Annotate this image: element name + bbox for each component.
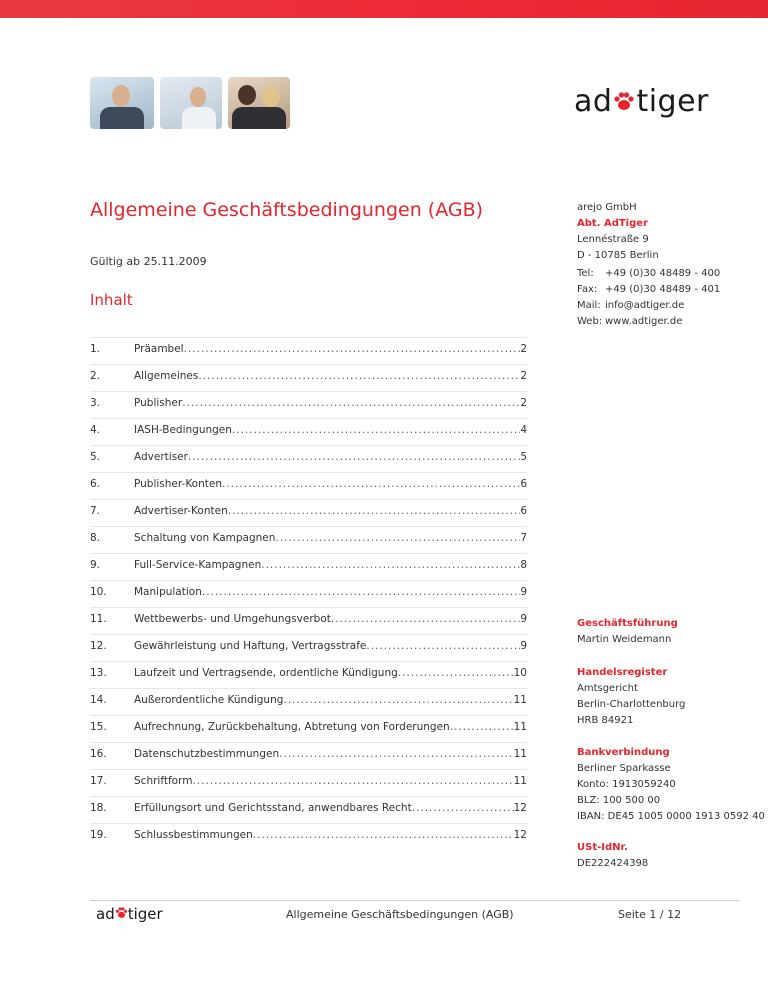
toc-leader-dots	[366, 640, 520, 652]
toc-leader-dots	[279, 748, 514, 760]
toc-leader-dots	[182, 397, 520, 409]
toc-number: 6.	[90, 478, 101, 490]
valid-from: Gültig ab 25.11.2009	[90, 255, 207, 268]
toc-number: 7.	[90, 505, 101, 517]
toc-page: 9	[520, 640, 527, 652]
tel-value: +49 (0)30 48489 - 400	[605, 268, 721, 279]
toc-label: IASH-Bedingungen	[134, 424, 232, 436]
toc-page: 7	[520, 532, 527, 544]
toc-number: 4.	[90, 424, 101, 436]
register-block	[577, 665, 685, 729]
toc-page: 11	[513, 775, 527, 787]
toc-entry[interactable]	[90, 418, 527, 445]
register-line: Amtsgericht	[577, 683, 638, 694]
toc-page: 12	[513, 829, 527, 841]
toc-number: 12.	[90, 640, 107, 652]
register-heading: Handelsregister	[577, 667, 668, 678]
toc-entry[interactable]	[90, 445, 527, 472]
company-city: D - 10785 Berlin	[577, 250, 659, 261]
bank-account: Konto: 1913059240	[577, 779, 676, 790]
toc-label: Außerordentliche Kündigung	[134, 694, 284, 706]
document-title: Allgemeine Geschäftsbedingungen (AGB)	[90, 199, 484, 221]
table-of-contents	[90, 337, 527, 850]
toc-number: 1.	[90, 343, 101, 355]
header-photo-colleagues	[228, 77, 290, 129]
toc-label: Advertiser-Konten	[134, 505, 228, 517]
toc-label: Schlussbestimmungen	[134, 829, 253, 841]
toc-page: 8	[520, 559, 527, 571]
toc-label: Präambel	[134, 343, 184, 355]
toc-label: Wettbewerbs- und Umgehungsverbot	[134, 613, 331, 625]
toc-entry[interactable]	[90, 796, 527, 823]
contact-info	[577, 266, 720, 330]
toc-page: 2	[520, 397, 527, 409]
web-label: Web:	[577, 316, 603, 327]
management-heading: Geschäftsführung	[577, 618, 678, 629]
bank-iban: IBAN: DE45 1005 0000 1913 0592 40	[577, 811, 765, 822]
bank-heading: Bankverbindung	[577, 747, 670, 758]
toc-leader-dots	[192, 775, 513, 787]
toc-entry[interactable]	[90, 580, 527, 607]
toc-leader-dots	[261, 559, 520, 571]
toc-number: 13.	[90, 667, 107, 679]
toc-label: Allgemeines	[134, 370, 199, 382]
register-line: Berlin-Charlottenburg	[577, 699, 686, 710]
mail-label: Mail:	[577, 300, 601, 311]
vat-block	[577, 840, 648, 872]
toc-leader-dots	[450, 721, 514, 733]
toc-page: 12	[513, 802, 527, 814]
toc-leader-dots	[222, 478, 520, 490]
toc-label: Full-Service-Kampagnen	[134, 559, 262, 571]
toc-page: 11	[513, 721, 527, 733]
company-address	[577, 200, 659, 264]
toc-entry[interactable]	[90, 634, 527, 661]
toc-page: 5	[520, 451, 527, 463]
toc-number: 8.	[90, 532, 101, 544]
mail-value[interactable]: info@adtiger.de	[605, 300, 685, 311]
tel-label: Tel:	[577, 268, 594, 279]
toc-label: Laufzeit und Vertragsende, ordentliche Kündigung	[134, 667, 398, 679]
toc-leader-dots	[412, 802, 514, 814]
toc-leader-dots	[398, 667, 514, 679]
toc-leader-dots	[275, 532, 520, 544]
toc-label: Manipulation	[134, 586, 202, 598]
adtiger-logo: ad tiger	[574, 84, 709, 119]
toc-leader-dots	[228, 505, 521, 517]
toc-entry[interactable]	[90, 337, 527, 364]
fax-value: +49 (0)30 48489 - 401	[605, 284, 721, 295]
company-street: Lennéstraße 9	[577, 234, 649, 245]
toc-number: 19.	[90, 829, 107, 841]
toc-leader-dots	[232, 424, 520, 436]
toc-page: 9	[520, 613, 527, 625]
vat-number: DE222424398	[577, 858, 649, 869]
toc-leader-dots	[253, 829, 514, 841]
toc-label: Advertiser	[134, 451, 188, 463]
header-photo-woman-smiling	[160, 77, 222, 129]
toc-number: 18.	[90, 802, 107, 814]
toc-leader-dots	[283, 694, 513, 706]
company-name: arejo GmbH	[577, 202, 637, 213]
toc-page: 9	[520, 586, 527, 598]
toc-entry[interactable]	[90, 715, 527, 742]
toc-label: Publisher	[134, 397, 183, 409]
management-name: Martin Weidemann	[577, 634, 672, 645]
toc-label: Schriftform	[134, 775, 193, 787]
toc-page: 2	[520, 343, 527, 355]
toc-number: 11.	[90, 613, 107, 625]
toc-label: Gewährleistung und Haftung, Vertragsstrafe	[134, 640, 367, 652]
toc-entry[interactable]	[90, 769, 527, 796]
footer-logo: ad tiger	[96, 905, 163, 923]
toc-entry[interactable]	[90, 526, 527, 553]
toc-number: 2.	[90, 370, 101, 382]
toc-label: Datenschutzbestimmungen	[134, 748, 280, 760]
toc-page: 6	[520, 505, 527, 517]
toc-number: 15.	[90, 721, 107, 733]
toc-page: 11	[513, 748, 527, 760]
fax-label: Fax:	[577, 284, 598, 295]
bank-blz: BLZ: 100 500 00	[577, 795, 661, 806]
toc-entry[interactable]	[90, 499, 527, 526]
toc-leader-dots	[188, 451, 520, 463]
footer-page-number: Seite 1 / 12	[618, 908, 682, 921]
toc-leader-dots	[331, 613, 520, 625]
toc-entry[interactable]	[90, 742, 527, 769]
bank-block	[577, 745, 765, 825]
toc-entry[interactable]	[90, 364, 527, 391]
header-photo-businessman	[90, 77, 154, 129]
toc-number: 17.	[90, 775, 107, 787]
toc-entry[interactable]	[90, 823, 527, 850]
toc-page: 4	[520, 424, 527, 436]
toc-page: 2	[520, 370, 527, 382]
paw-icon	[115, 905, 128, 923]
top-red-bar	[0, 0, 768, 18]
toc-entry[interactable]	[90, 472, 527, 499]
toc-page: 6	[520, 478, 527, 490]
toc-label: Publisher-Konten	[134, 478, 222, 490]
toc-entry[interactable]	[90, 391, 527, 418]
toc-number: 16.	[90, 748, 107, 760]
toc-number: 9.	[90, 559, 101, 571]
toc-entry[interactable]	[90, 553, 527, 580]
toc-label: Schaltung von Kampagnen	[134, 532, 276, 544]
toc-page: 10	[513, 667, 527, 679]
toc-leader-dots	[198, 370, 520, 382]
toc-number: 14.	[90, 694, 107, 706]
toc-entry[interactable]	[90, 661, 527, 688]
toc-entry[interactable]	[90, 688, 527, 715]
toc-label: Erfüllungsort und Gerichtsstand, anwendbares Recht	[134, 802, 412, 814]
web-value[interactable]: www.adtiger.de	[605, 316, 683, 327]
vat-heading: USt-IdNr.	[577, 842, 628, 853]
footer-title: Allgemeine Geschäftsbedingungen (AGB)	[286, 908, 514, 921]
toc-leader-dots	[202, 586, 520, 598]
toc-number: 10.	[90, 586, 107, 598]
company-department: Abt. AdTiger	[577, 218, 648, 229]
register-line: HRB 84921	[577, 715, 634, 726]
toc-leader-dots	[184, 343, 521, 355]
contents-heading: Inhalt	[90, 291, 133, 309]
toc-number: 5.	[90, 451, 101, 463]
toc-page: 11	[513, 694, 527, 706]
management-block	[577, 616, 678, 648]
bank-name: Berliner Sparkasse	[577, 763, 671, 774]
footer-divider	[90, 900, 740, 901]
paw-icon	[613, 85, 635, 120]
toc-entry[interactable]	[90, 607, 527, 634]
toc-number: 3.	[90, 397, 101, 409]
toc-label: Aufrechnung, Zurückbehaltung, Abtretung von Forderungen	[134, 721, 450, 733]
